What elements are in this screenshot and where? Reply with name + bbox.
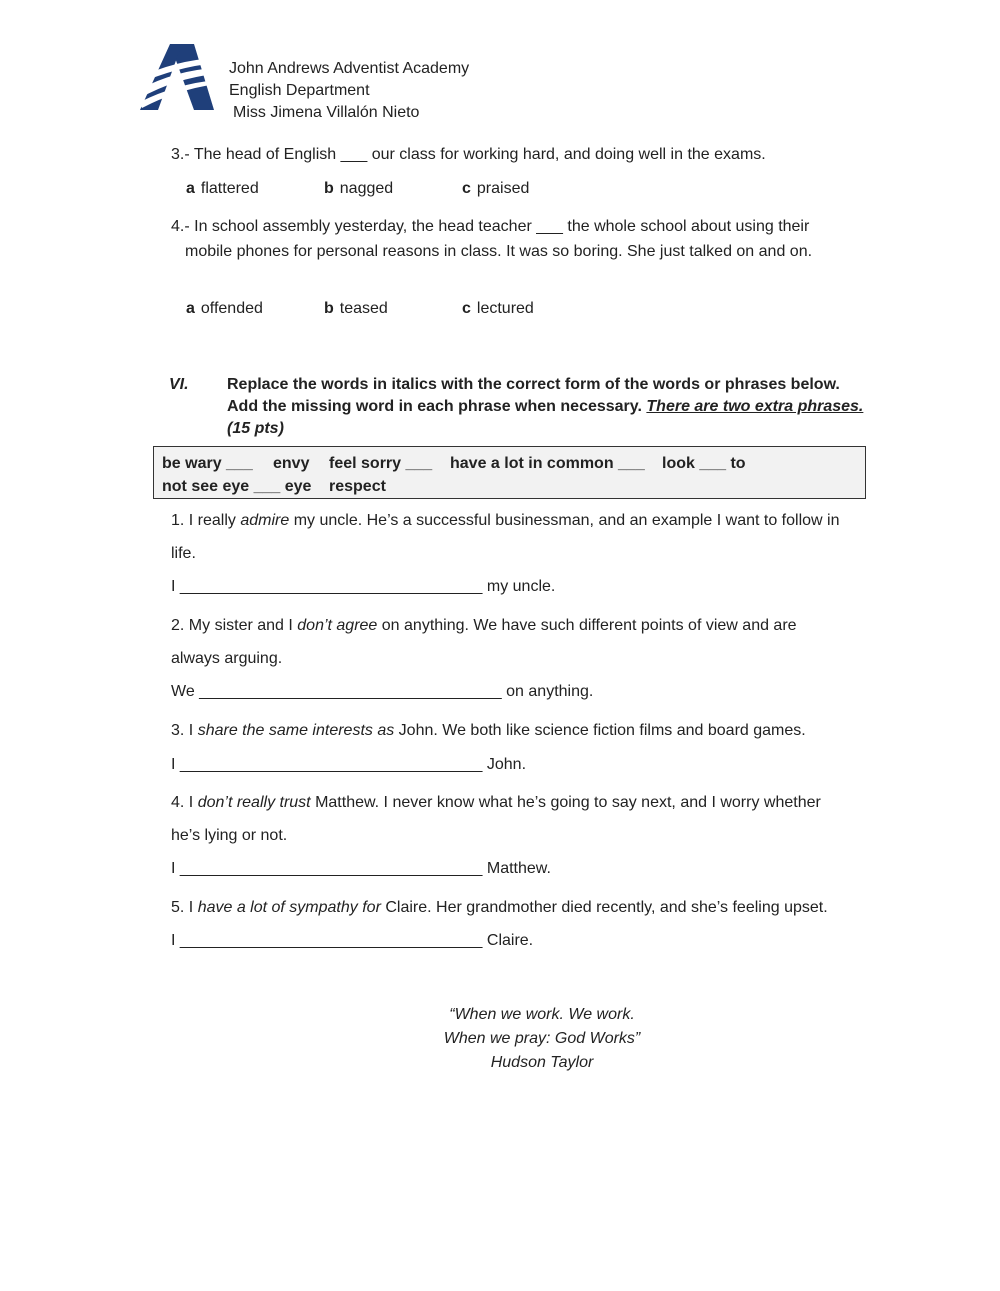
quote-line-1: “When we work. We work. [449,1006,635,1023]
school-logo [136,40,218,114]
item-2-continuation: always arguing. [171,650,283,667]
question-4-line-1: 4.- In school assembly yesterday, the head teacher ___ the whole school about using their [171,218,810,235]
section-instruction-2: Add the missing word in each phrase when necessary. There are two extra phrases. [227,398,864,415]
item-1-answer-line[interactable]: I __________________________________ my uncle. [171,578,556,595]
question-4-line-2: mobile phones for personal reasons in class. It was so boring. She just talked on and on. [185,243,813,260]
phrase-not-see-eye: not see eye ___ eye [162,478,312,495]
question-3-option-b: b nagged [324,180,394,197]
item-2-text: 2. My sister and I don’t agree on anything. We have such different points of view and are [171,617,797,634]
quote-author: Hudson Taylor [490,1054,594,1071]
item-5-text: 5. I have a lot of sympathy for Claire. Her grandmother died recently, and she’s feeling upset. [171,899,828,916]
item-2-answer-line[interactable]: We __________________________________ on anything. [171,683,594,700]
school-name: John Andrews Adventist Academy [229,60,470,77]
item-3-answer-line[interactable]: I __________________________________ John. [171,756,527,773]
phrase-respect: respect [329,478,386,495]
item-5-answer-line[interactable]: I __________________________________ Claire. [171,932,534,949]
phrase-have-a-lot-in-common: have a lot in common ___ [450,455,645,472]
item-1-text: 1. I really admire my uncle. He’s a successful businessman, and an example I want to follow in [171,512,840,529]
teacher-name: Miss Jimena Villalón Nieto [233,104,420,121]
question-4-option-c: c lectured [462,300,534,317]
item-3-text: 3. I share the same interests as John. We both like science fiction films and board games. [171,722,806,739]
item-4-answer-line[interactable]: I __________________________________ Matthew. [171,860,551,877]
phrase-feel-sorry: feel sorry ___ [329,455,433,472]
question-4-option-b: b teased [324,300,388,317]
department-name: English Department [229,82,370,99]
item-4-continuation: he’s lying or not. [171,827,288,844]
item-4-text: 4. I don’t really trust Matthew. I never know what he’s going to say next, and I worry whether [171,794,821,811]
section-points: (15 pts) [227,420,284,437]
extra-phrases-note: There are two extra phrases. [646,398,864,415]
word-box [153,446,866,499]
phrase-look-to: look ___ to [662,455,746,472]
question-3-option-a: a flattered [186,180,259,197]
question-4-option-a: a offended [186,300,263,317]
item-1-continuation: life. [171,545,196,562]
phrase-envy: envy [273,455,310,472]
phrase-be-wary: be wary ___ [162,455,253,472]
question-3-option-c: c praised [462,180,530,197]
quote-line-2: When we pray: God Works” [443,1030,641,1047]
section-number: VI. [169,376,189,393]
section-instruction-1: Replace the words in italics with the correct form of the words or phrases below. [227,376,840,393]
question-3-text: 3.- The head of English ___ our class for working hard, and doing well in the exams. [171,146,766,163]
